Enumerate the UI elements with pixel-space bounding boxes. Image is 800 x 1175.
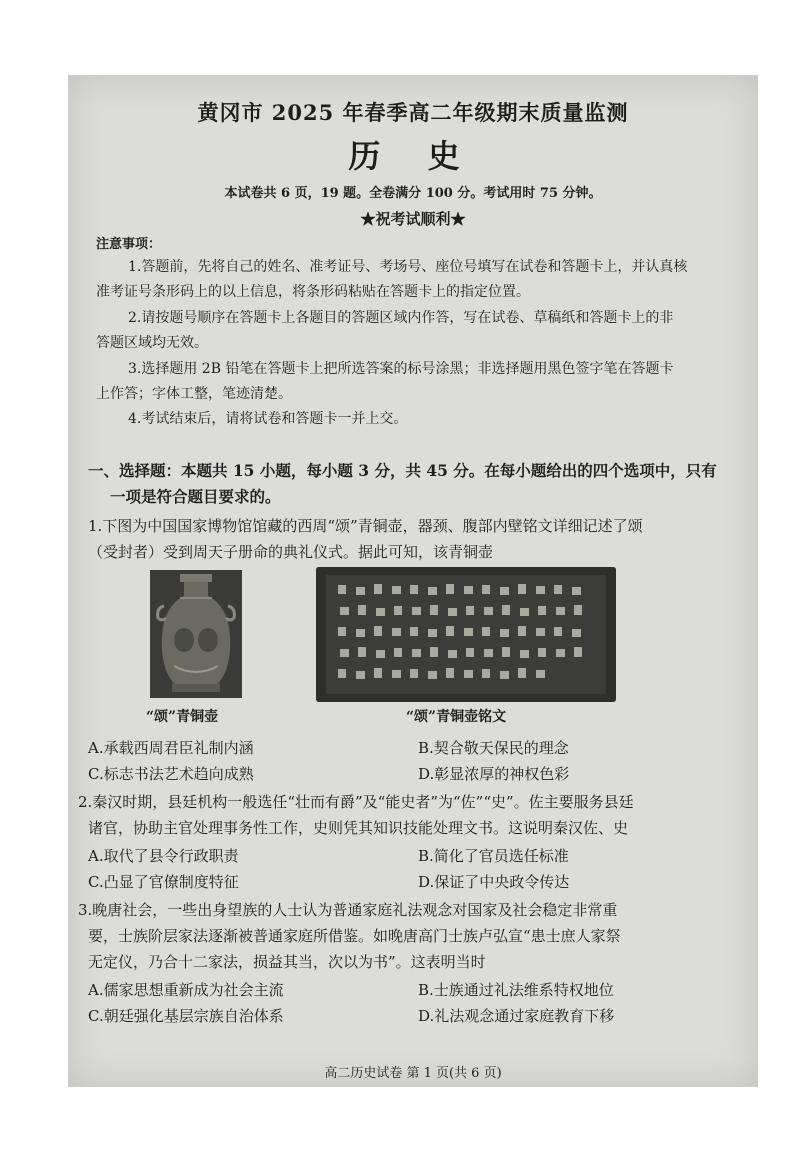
q1-stem-cont: （受封者）受到周天子册命的典礼仪式。据此可知，该青铜壶: [88, 543, 494, 561]
inscription-rubbing-photo: [316, 567, 616, 702]
section-heading: 一、选择题：本题共 15 小题，每小题 3 分，共 45 分。在每小题给出的四个选项中，只有: [88, 461, 717, 480]
q3-stem-cont2: 无定仪，乃合十二家法，损益其当，次以为书”。这表明当时: [88, 953, 486, 971]
q3-stem-cont: 要，士族阶层家法逐渐被普通家庭所借鉴。如晚唐高门士族卢弘宣“患士庶人家祭: [88, 927, 621, 945]
exam-page: [68, 75, 758, 1087]
q1-option-c: C.标志书法艺术趋向成熟: [88, 765, 254, 783]
notice-line: 准考证号条形码上的以上信息，将条形码粘贴在答题卡上的指定位置。: [96, 284, 530, 300]
inscription-caption: “颂”青铜壶铭文: [406, 709, 507, 725]
q2-stem-cont: 诸官，协助主官处理事务性工作，史则凭其知识技能处理文书。这说明秦汉佐、史: [88, 819, 629, 837]
bronze-vase-photo: [150, 570, 242, 698]
q3-option-c: C.朝廷强化基层宗族自治体系: [88, 1007, 284, 1025]
q2-option-d: D.保证了中央政令传达: [418, 873, 570, 891]
q1-option-b: B.契合敬天保民的理念: [418, 739, 569, 757]
notice-line: 1.答题前，先将自己的姓名、准考证号、考场号、座位号填写在试卷和答题卡上，并认真核: [128, 259, 688, 275]
notice-line: 答题区域均无效。: [96, 335, 208, 351]
q3-option-d: D.礼法观念通过家庭教育下移: [418, 1007, 615, 1025]
q2-option-b: B.简化了官员选任标准: [418, 847, 569, 865]
exam-title: 黄冈市 2025 年春季高二年级期末质量监测: [197, 100, 629, 125]
vase-caption: “颂”青铜壶: [146, 709, 219, 725]
notice-line: 4.考试结束后，请将试卷和答题卡一并上交。: [128, 411, 408, 427]
page-footer: 高二历史试卷 第 1 页(共 6 页): [324, 1066, 502, 1081]
q3-option-a: A.儒家思想重新成为社会主流: [88, 981, 284, 999]
notice-line: 3.选择题用 2B 铅笔在答题卡上把所选答案的标号涂黑；非选择题用黑色签字笔在答题卡: [128, 361, 674, 377]
section-heading-cont: 一项是符合题目要求的。: [110, 487, 281, 506]
exam-meta: 本试卷共 6 页，19 题。全卷满分 100 分。考试用时 75 分钟。: [224, 186, 602, 201]
q2-option-a: A.取代了县令行政职责: [88, 847, 239, 865]
q3-stem: 3.晚唐社会，一些出身望族的人士认为普通家庭礼法观念对国家及社会稳定非常重: [78, 901, 618, 919]
q1-stem: 1.下图为中国国家博物馆馆藏的西周“颂”青铜壶，器颈、腹部内壁铭文详细记述了颂: [88, 517, 643, 535]
q2-stem: 2.秦汉时期，县廷机构一般选任“壮而有爵”及“能史者”为“佐”“史”。佐主要服务县廷: [78, 793, 634, 811]
q3-option-b: B.士族通过礼法维系特权地位: [418, 981, 614, 999]
q1-option-d: D.彰显浓厚的神权色彩: [418, 765, 570, 783]
subject-title: 历 史: [348, 137, 478, 175]
notice-line: 2.请按题号顺序在答题卡上各题目的答题区域内作答，写在试卷、草稿纸和答题卡上的非: [128, 310, 674, 326]
notice-line: 上作答；字体工整，笔迹清楚。: [96, 386, 292, 402]
good-luck-banner: ★祝考试顺利★: [360, 210, 466, 228]
q1-option-a: A.承载西周君臣礼制内涵: [88, 739, 254, 757]
q2-option-c: C.凸显了官僚制度特征: [88, 873, 239, 891]
notice-title: 注意事项：: [96, 237, 162, 252]
